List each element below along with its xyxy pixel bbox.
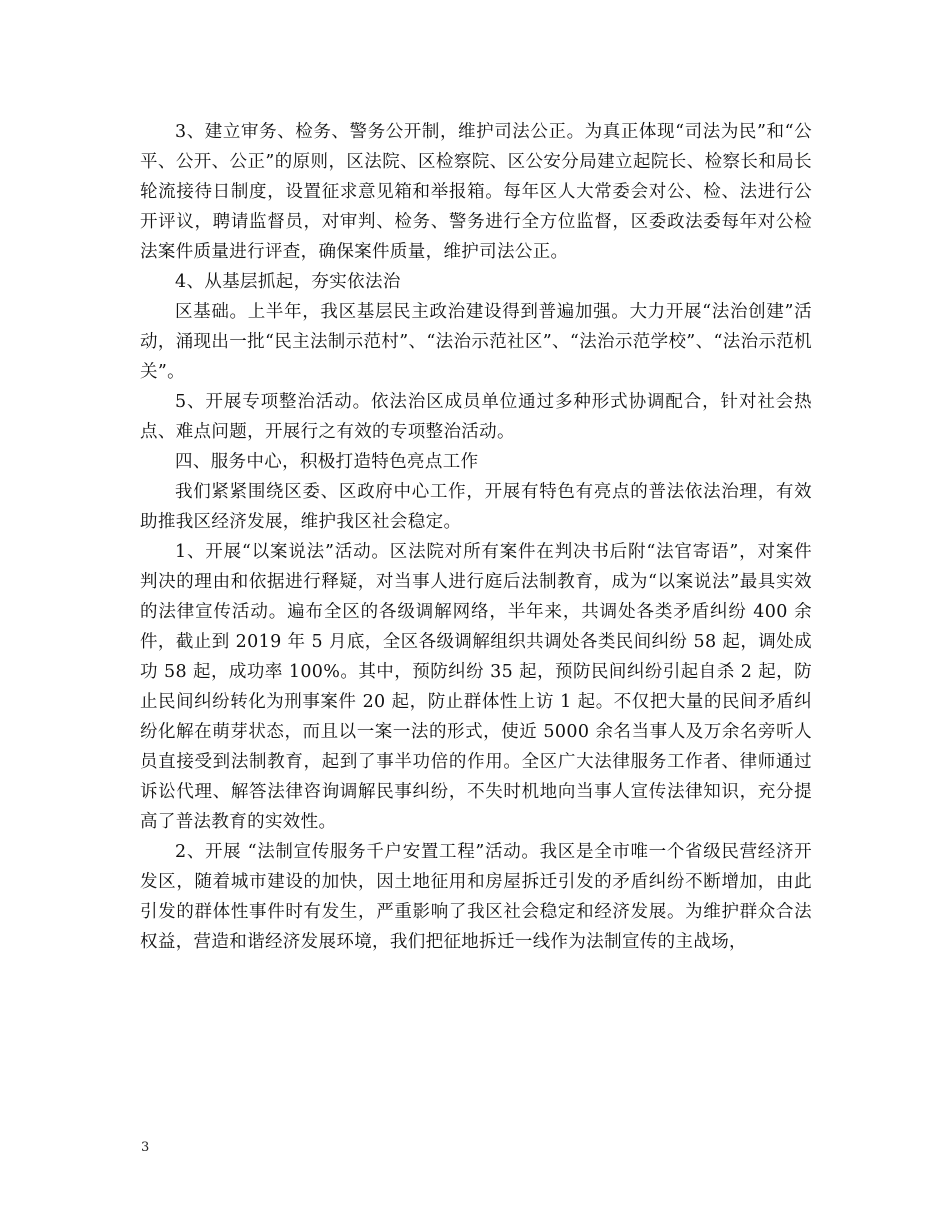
paragraph-grassroots-foundation: 区基础。上半年，我区基层民主政治建设得到普遍加强。大力开展“法治创建”活动，涌现出一批“民主法制示范村”、“法治示范社区”、“法治示范学校”、“法治示范机关”。 <box>140 302 812 382</box>
paragraph-section-four-intro: 我们紧紧围绕区委、区政府中心工作，开展有特色有亮点的普法依法治理，有效助推我区经济发展，维护我区社会稳定。 <box>140 482 812 532</box>
section-heading-four: 四、服务中心，积极打造特色亮点工作 <box>175 452 479 472</box>
paragraph-item-5-special-campaign: 5、开展专项整治活动。依法治区成员单位通过多种形式协调配合，针对社会热点、难点问题，开展行之有效的专项整治活动。 <box>140 392 812 442</box>
paragraph-item-4-heading: 4、从基层抓起，夯实依法治 <box>175 272 401 292</box>
document-body <box>140 117 812 957</box>
paragraph-item-1-case-law-activity: 1、开展“以案说法”活动。区法院对所有案件在判决书后附“法官寄语”，对案件判决的理由和依据进行释疑，对当事人进行庭后法制教育，成为“以案说法”最具实效的法律宣传活动。遍布全区的各级调解网络，半年来，共调处各类矛盾纠纷 400 余件，截止到 2019 年 5 月底，全区各级调解组织共调处各类民间纠纷 58 起，调处成功 58 起，成功率 100%。其中，预防纠纷 35 起，预防民间纠纷引起自杀 2 起，防止民间纠纷转化为刑事案件 20 起，防止群体性上访 1 起。不仅把大量的民间矛盾纠纷化解在萌芽状态，而且以一案一法的形式，使近 5000 余名当事人及万余名旁听人员直接受到法制教育，起到了事半功倍的作用。全区广大法律服务工作者、律师通过诉讼代理、解答法律咨询调解民事纠纷，不失时机地向当事人宣传法律知识，充分提高了普法教育的实效性。 <box>140 542 812 832</box>
page-number: 3 <box>141 1140 150 1155</box>
paragraph-item-3-open-justice: 3、建立审务、检务、警务公开制，维护司法公正。为真正体现“司法为民”和“公平、公开、公正”的原则，区法院、区检察院、区公安分局建立起院长、检察长和局长轮流接待日制度，设置征求意见箱和举报箱。每年区人大常委会对公、检、法进行公开评议，聘请监督员，对审判、检务、警务进行全方位监督，区委政法委每年对公检法案件质量进行评查，确保案件质量，维护司法公正。 <box>140 122 812 262</box>
paragraph-item-2-resettlement-project: 2、开展 “法制宣传服务千户安置工程”活动。我区是全市唯一个省级民营经济开发区，随着城市建设的加快，因土地征用和房屋拆迁引发的矛盾纠纷不断增加，由此引发的群体性事件时有发生，严重影响了我区社会稳定和经济发展。为维护群众合法权益，营造和谐经济发展环境，我们把征地拆迁一线作为法制宣传的主战场， <box>140 842 812 952</box>
